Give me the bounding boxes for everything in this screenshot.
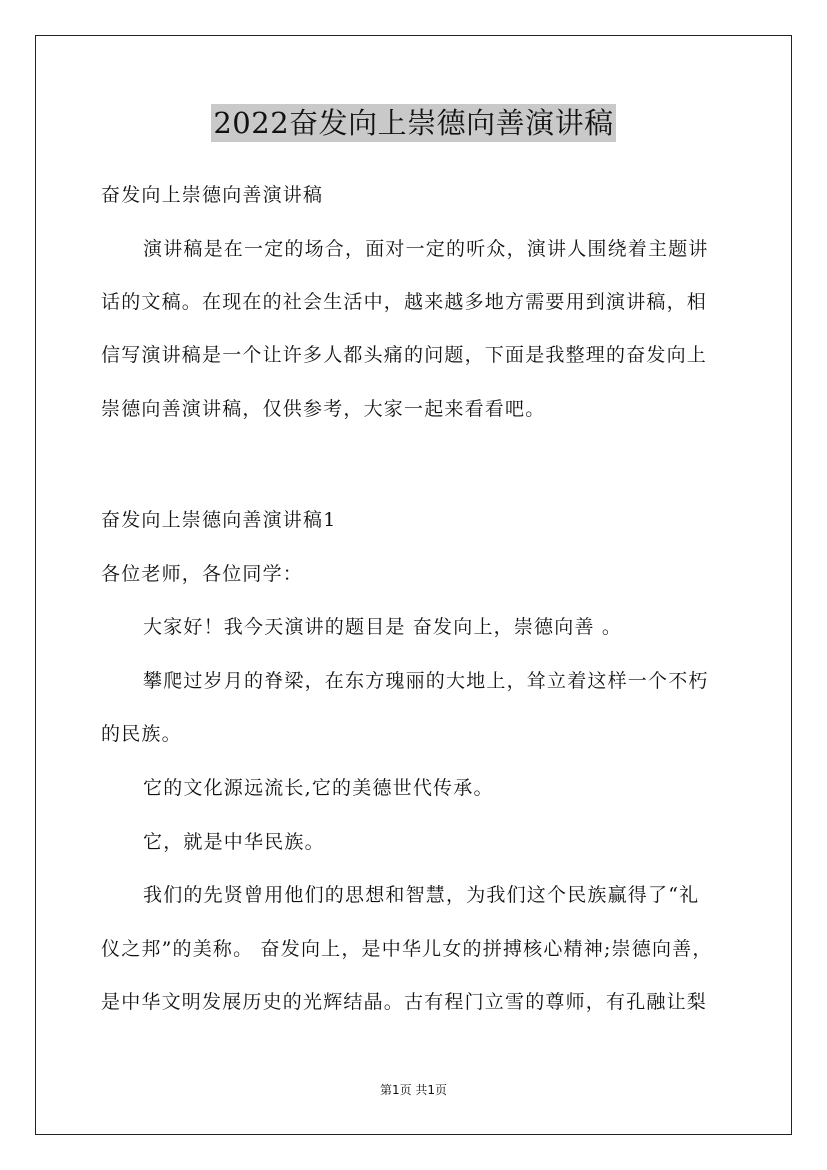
intro-line: 演讲稿是在一定的场合，面对一定的听众，演讲人围绕着主题讲 (143, 238, 709, 260)
title-container (0, 104, 827, 142)
intro-line: 崇德向善演讲稿，仅供参考，大家一起来看看吧。 (101, 398, 546, 420)
body-line: 它的文化源远流长,它的美德世代传承。 (143, 777, 494, 799)
section-heading: 奋发向上崇德向善演讲稿1 (101, 509, 337, 531)
body-line: 大家好！我今天演讲的题目是 奋发向上，崇德向善 。 (143, 616, 623, 638)
intro-line: 信写演讲稿是一个让许多人都头痛的问题，下面是我整理的奋发向上 (101, 344, 708, 366)
body-line: 我们的先贤曾用他们的思想和智慧，为我们这个民族赢得了“礼 (143, 884, 700, 906)
page-footer: 第1页 共1页 (379, 1083, 448, 1097)
intro-heading: 奋发向上崇德向善演讲稿 (101, 184, 324, 206)
greeting: 各位老师，各位同学： (101, 563, 304, 585)
body-line: 仪之邦”的美称。 奋发向上，是中华儿女的拼搏核心精神;崇德向善， (101, 938, 713, 960)
document-title: 2022奋发向上崇德向善演讲稿 (213, 106, 614, 140)
intro-line: 话的文稿。在现在的社会生活中，越来越多地方需要用到演讲稿，相 (101, 291, 708, 313)
body-line: 的民族。 (101, 723, 182, 745)
body-line: 是中华文明发展历史的光辉结晶。古有程门立雪的尊师，有孔融让梨 (101, 991, 708, 1013)
body-line: 它，就是中华民族。 (143, 831, 325, 853)
body-line: 攀爬过岁月的脊梁，在东方瑰丽的大地上，耸立着这样一个不朽 (143, 670, 709, 692)
